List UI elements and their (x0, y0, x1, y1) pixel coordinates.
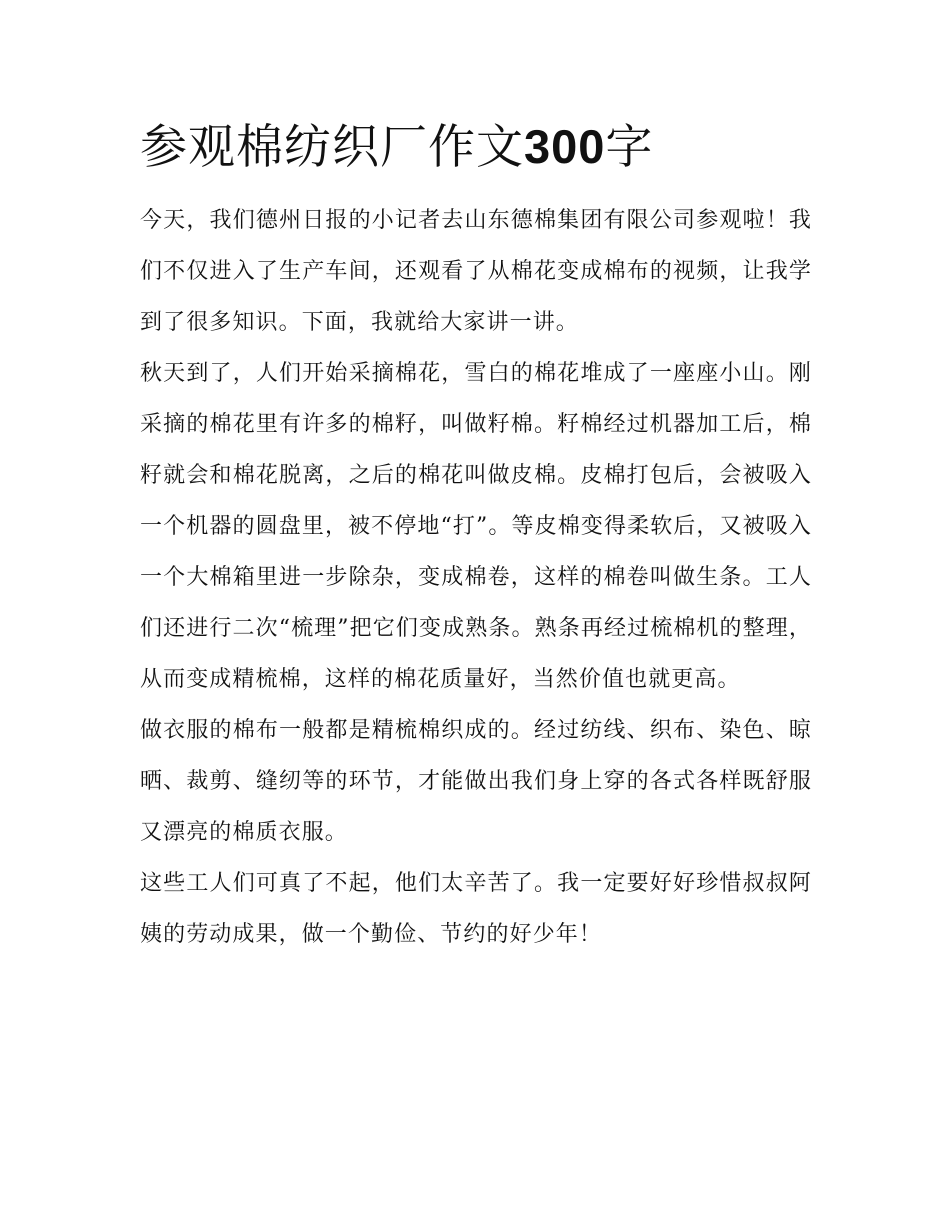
paragraph-1: 今天，我们德州日报的小记者去山东德棉集团有限公司参观啦！我们不仅进入了生产车间，还观看了从棉花变成棉布的视频，让我学到了很多知识。下面，我就给大家讲一讲。 (140, 208, 812, 335)
title-text: 参观棉纺织厂作文 (140, 120, 524, 175)
title-number: 300 (524, 120, 606, 173)
title-suffix: 字 (605, 120, 654, 175)
document-body (140, 195, 812, 960)
document-page (140, 112, 812, 960)
document-title (140, 112, 812, 183)
paragraph-4: 这些工人们可真了不起，他们太辛苦了。我一定要好好珍惜叔叔阿姨的劳动成果，做一个勤俭、节约的好少年！ (140, 871, 812, 947)
paragraph-3: 做衣服的棉布一般都是精梳棉织成的。经过纺线、织布、染色、晾晒、裁剪、缝纫等的环节，才能做出我们身上穿的各式各样既舒服又漂亮的棉质衣服。 (140, 718, 812, 845)
paragraph-2: 秋天到了，人们开始采摘棉花，雪白的棉花堆成了一座座小山。刚采摘的棉花里有许多的棉籽，叫做籽棉。籽棉经过机器加工后，棉籽就会和棉花脱离，之后的棉花叫做皮棉。皮棉打包后，会被吸入一个机器的圆盘里，被不停地“打”。等皮棉变得柔软后，又被吸入一个大棉箱里进一步除杂，变成棉卷，这样的棉卷叫做生条。工人们还进行二次“梳理”把它们变成熟条。熟条再经过梳棉机的整理，从而变成精梳棉，这样的棉花质量好，当然价值也就更高。 (140, 361, 812, 692)
